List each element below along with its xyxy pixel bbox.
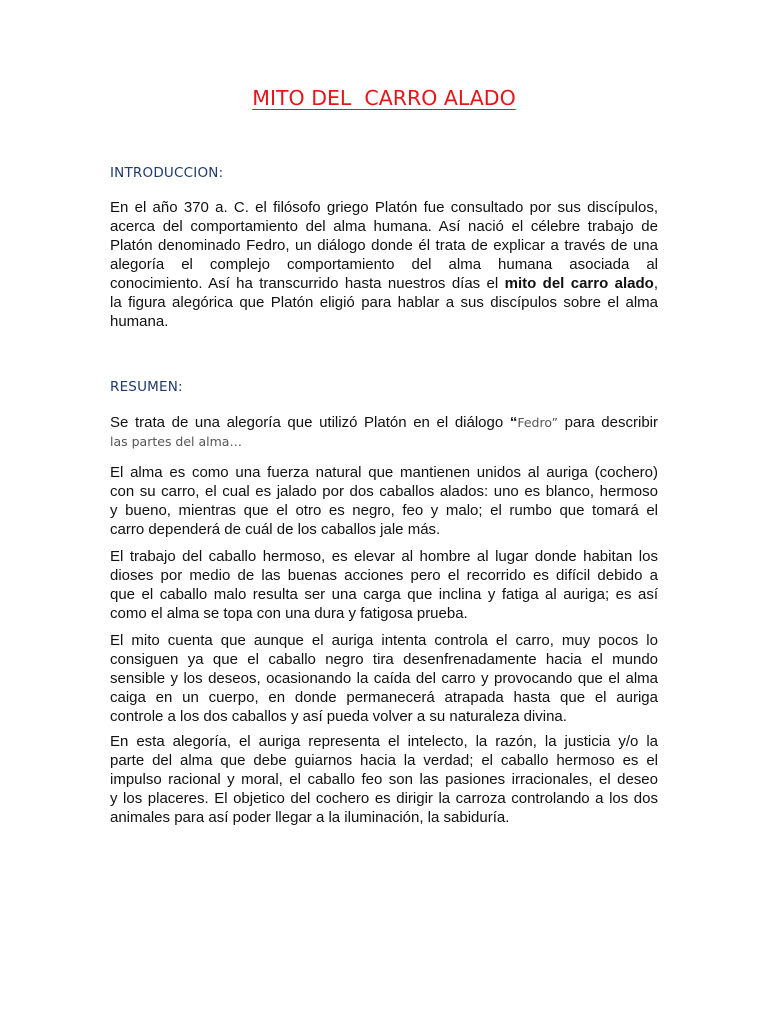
resumen-line: dioses por medio de las buenas acciones pero el recorrido es difícil debido a [110,567,658,584]
resumen-line: y los placeres. El objetico del cochero es dirigir la carroza controlando a los dos [110,790,658,807]
open-quote: “ [509,414,518,431]
resumen-line: animales para así poder llegar a la iluminación, la sabiduría. [110,809,510,826]
resumen-heading: RESUMEN: [110,379,183,395]
document-title [0,88,768,109]
resumen-line: En esta alegoría, el auriga representa el intelecto, la razón, la justicia y/o la [110,733,658,750]
resumen-line: consiguen ya que el caballo negro tira desenfrenadamente hacia el mundo [110,651,658,668]
intro-comma: , [653,275,658,292]
resumen-line: las partes del alma… [110,434,242,449]
resumen-line: como el alma se topa con una dura y fatigosa prueba. [110,605,468,622]
resumen-line: sensible y los deseos, ocasionando la caída del carro y provocando que el alma [110,670,658,687]
resumen-line-mixed [110,413,658,432]
resumen-line: El alma es como una fuerza natural que mantienen unidos al auriga (cochero) [110,464,658,481]
intro-line: la figura alegórica que Platón eligió para hablar a sus discípulos sobre el alma [110,294,658,311]
resumen-line: parte del alma que debe guiarnos hacia la verdad; el caballo hermoso es el [110,752,658,769]
title-text: MITO DEL CARRO ALADO [252,86,516,110]
resumen-paragraph-1 [110,413,658,451]
resumen-paragraph-2 [110,463,658,539]
resumen-line: con su carro, el cual es jalado por dos caballos alados: uno es blanco, hermoso [110,483,658,500]
intro-line: alegoría el complejo comportamiento del alma humana asociada al [110,256,658,273]
intro-line-mixed [110,274,658,293]
fedro-word: Fedro” [517,415,559,430]
intro-line: acerca del comportamiento del alma humana. Así nació el célebre trabajo de [110,218,658,235]
intro-heading: INTRODUCCION: [110,165,224,181]
resumen-line: y bueno, mientras que el otro es negro, feo y malo; el rumbo que tomará el [110,502,658,519]
resumen-paragraph-5 [110,732,658,827]
resumen-line: El mito cuenta que aunque el auriga intenta controla el carro, muy pocos lo [110,632,658,649]
resumen-line: que el caballo malo resulta ser una carga que inclina y fatiga al auriga; es así [110,586,658,603]
intro-paragraph [110,198,658,331]
intro-line-text: conocimiento. Así ha transcurrido hasta nuestros días el [110,275,505,292]
intro-emphasis: mito del carro alado [504,275,654,292]
resumen-paragraph-3 [110,547,658,623]
resumen-text: para describir [558,414,658,431]
resumen-line: controle a los dos caballos y así pueda volver a su naturaleza divina. [110,708,567,725]
resumen-line: El trabajo del caballo hermoso, es elevar al hombre al lugar donde habitan los [110,548,658,565]
resumen-text: Se trata de una alegoría que utilizó Platón en el diálogo [110,414,510,431]
intro-line: humana. [110,313,169,330]
resumen-line: carro dependerá de cuál de los caballos jale más. [110,521,441,538]
intro-line: En el año 370 a. C. el filósofo griego Platón fue consultado por sus discípulos, [110,199,658,216]
resumen-paragraph-4 [110,631,658,726]
resumen-line: impulso racional y moral, el caballo feo son las pasiones irracionales, el deseo [110,771,658,788]
intro-line: Platón denominado Fedro, un diálogo donde él trata de explicar a través de una [110,237,658,254]
resumen-line: caiga en un cuerpo, en donde permanecerá atrapada hasta que el auriga [110,689,658,706]
